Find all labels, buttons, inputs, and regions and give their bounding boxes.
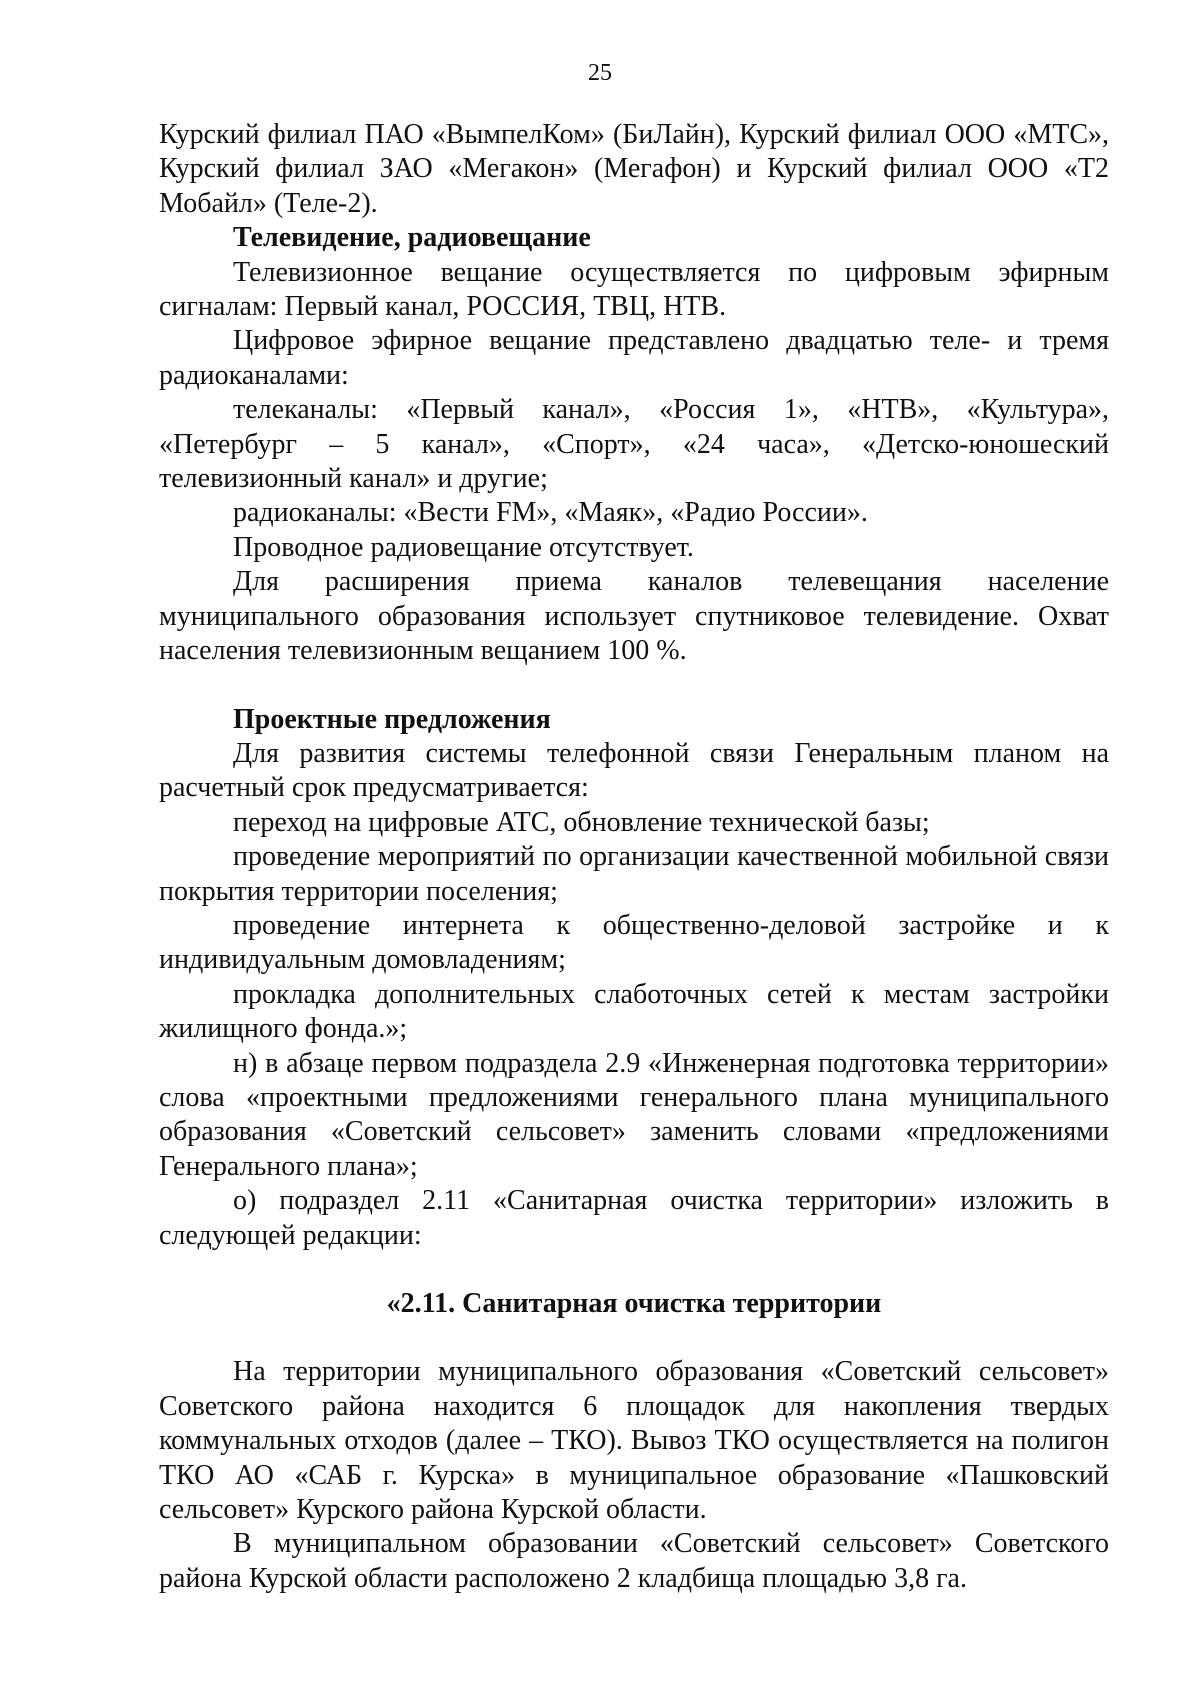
paragraph-tv-broadcast: Телевизионное вещание осуществляется по цифровым эфирным сигналам: Первый канал, РОССИЯ, ТВЦ, НТВ. [159, 256, 1109, 323]
paragraph-internet: проведение интернета к общественно-деловой застройке и к индивидуальным домовладениям; [159, 909, 1109, 976]
page-number: 25 [588, 60, 612, 86]
heading-tv-radio: Телевидение, радиовещание [233, 222, 591, 254]
paragraph-cemeteries: В муниципальном образовании «Советский сельсовет» Советского района Курской области расположено 2 кладбища площадью 3,8 га. [159, 1528, 1109, 1594]
paragraph-amendment-n: н) в абзаце первом подраздела 2.9 «Инженерная подготовка территории» слова «проектными предложениями генерального плана муниципального образования «Советский сельсовет» заменить словами «предложениями Генерального плана»; [159, 1047, 1109, 1182]
paragraph-mobile-coverage: проведение мероприятий по организации качественной мобильной связи покрытия территории поселения; [159, 841, 1109, 907]
paragraph-digital-ats: переход на цифровые АТС, обновление технической базы; [233, 806, 930, 838]
paragraph-low-current-networks: прокладка дополнительных слаботочных сетей к местам застройки жилищного фонда.»; [159, 978, 1109, 1045]
paragraph-telephone-development: Для развития системы телефонной связи Генеральным планом на расчетный срок предусматривается: [159, 737, 1109, 804]
section-title-sanitation: «2.11. Санитарная очистка территории [386, 1288, 882, 1319]
paragraph-satellite-tv: Для расширения приема каналов телевещания население муниципального образования использует спутниковое телевидение. Охват населения телевизионным вещанием 100 %. [159, 566, 1109, 667]
document-body [159, 118, 1109, 1596]
paragraph-waste-sites: На территории муниципального образования «Советский сельсовет» Советского района находится 6 площадок для накопления твердых коммунальных отходов (далее – ТКО). Вывоз ТКО осуществляется на полигон ТКО АО «САБ г. Курска» в муниципальное образование «Пашковский сельсовет» Курского района Курской области. [159, 1356, 1109, 1526]
paragraph-mobile-operators: Курский филиал ПАО «ВымпелКом» (БиЛайн), Курский филиал ООО «МТС», Курский филиал ЗАО «Мегакон» (Мегафон) и Курский филиал ООО «Т2 Мобайл» (Теле-2). [159, 119, 1109, 219]
paragraph-radio-channels: радиоканалы: «Вести FM», «Маяк», «Радио России». [233, 497, 868, 529]
heading-project-proposals: Проектные предложения [233, 703, 551, 735]
paragraph-digital-broadcast: Цифровое эфирное вещание представлено двадцатью теле- и тремя радиоканалами: [159, 325, 1109, 391]
paragraph-tv-channels: телеканалы: «Первый канал», «Россия 1», «НТВ», «Культура», «Петербург – 5 канал», «Спорт», «24 часа», «Детско-юношеский телевизионный канал» и другие; [159, 394, 1109, 495]
paragraph-wired-radio: Проводное радиовещание отсутствует. [233, 531, 694, 563]
paragraph-amendment-o: о) подраздел 2.11 «Санитарная очистка территории» изложить в следующей редакции: [159, 1185, 1109, 1251]
